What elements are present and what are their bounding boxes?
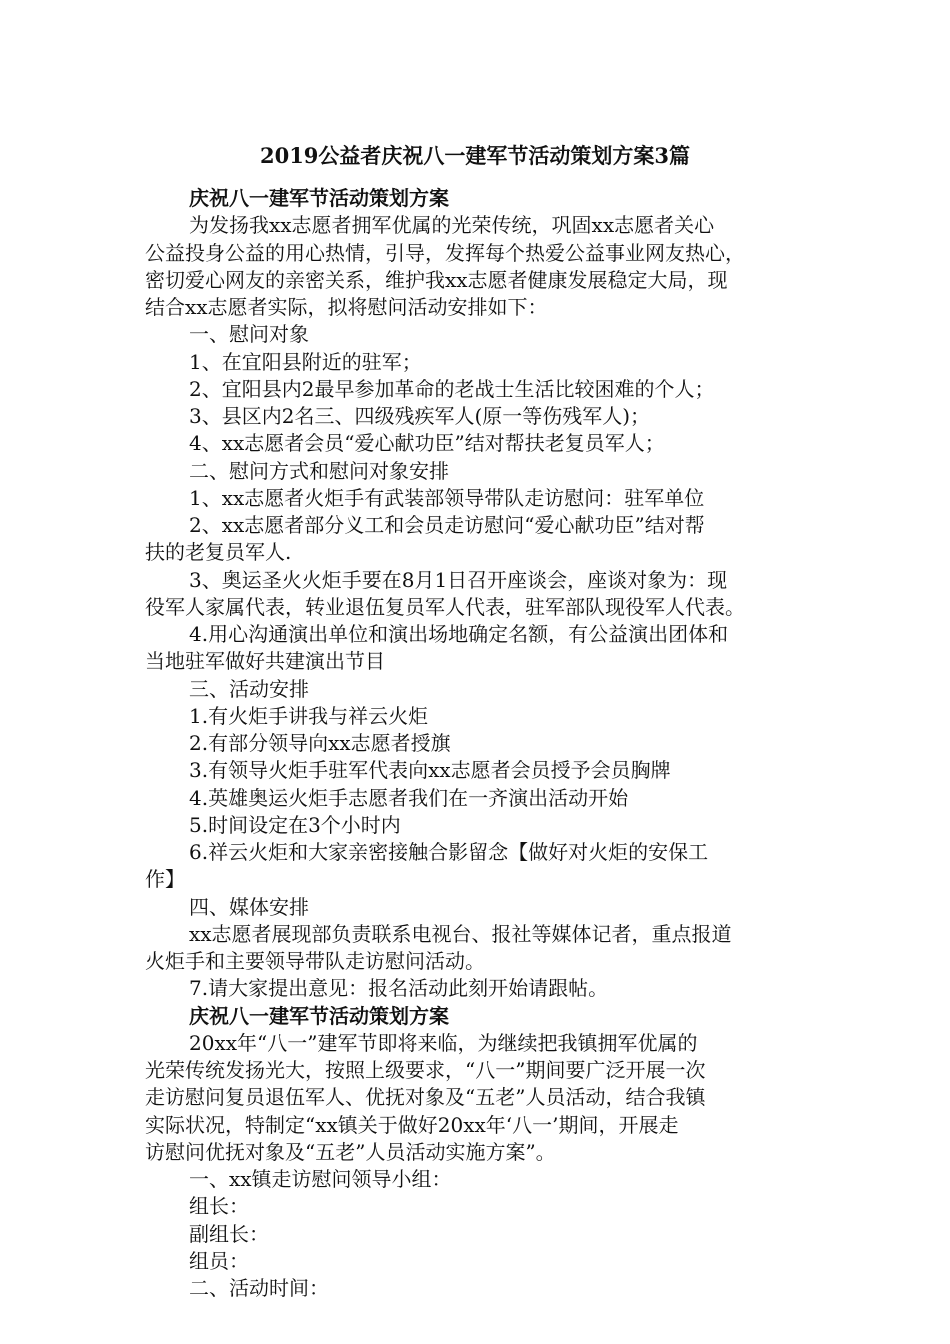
document-title: 2019公益者庆祝八一建军节活动策划方案3篇: [259, 143, 691, 168]
paragraph-line: 6.祥云火炬和大家亲密接触合影留念【做好对火炬的安保工: [189, 840, 709, 864]
paragraph-line: 4.英雄奥运火炬手志愿者我们在一齐演出活动开始: [189, 785, 629, 810]
document-body: [145, 185, 810, 1302]
paragraph-line: 组长：: [189, 1194, 249, 1219]
paragraph-line: 1、xx志愿者火炬手有武装部领导带队走访慰问：驻军单位: [189, 485, 705, 510]
paragraph-line: 走访慰问复员退伍军人、优抚对象及“五老”人员活动，结合我镇: [145, 1085, 706, 1110]
paragraph-line: 公益投身公益的用心热情，引导，发挥每个热爱公益事业网友热心，: [145, 240, 745, 265]
paragraph-line: 作】: [145, 867, 185, 892]
paragraph-line: 一、慰问对象: [189, 322, 309, 347]
paragraph-line: 二、活动时间：: [189, 1276, 329, 1300]
paragraph-line: 密切爱心网友的亲密关系，维护我xx志愿者健康发展稳定大局，现: [145, 267, 728, 292]
paragraph-line: 役军人家属代表，转业退伍复员军人代表，驻军部队现役军人代表。: [145, 594, 745, 619]
paragraph-line: 光荣传统发扬光大，按照上级要求，“八一”期间要广泛开展一次: [145, 1058, 706, 1082]
paragraph-line: 2.有部分领导向xx志愿者授旗: [189, 731, 451, 755]
section-heading: 庆祝八一建军节活动策划方案: [189, 186, 449, 210]
paragraph-line: 四、媒体安排: [189, 894, 309, 919]
paragraph-line: xx志愿者展现部负责联系电视台、报社等媒体记者，重点报道: [189, 921, 732, 946]
paragraph-line: 2、宜阳县内2最早参加革命的老战士生活比较困难的个人；: [189, 376, 715, 401]
paragraph-line: 20xx年“八一”建军节即将来临，为继续把我镇拥军优属的: [189, 1030, 698, 1055]
paragraph-line: 4.用心沟通演出单位和演出场地确定名额，有公益演出团体和: [189, 622, 729, 646]
paragraph-line: 5.时间设定在3个小时内: [189, 812, 401, 837]
paragraph-line: 3、县区内2名三、四级残疾军人(原一等伤残军人)；: [189, 404, 651, 428]
paragraph-line: 结合xx志愿者实际，拟将慰问活动安排如下：: [145, 295, 548, 319]
paragraph-line: 二、慰问方式和慰问对象安排: [189, 458, 449, 483]
paragraph-line: 实际状况，特制定“xx镇关于做好20xx年‘八一’期间，开展走: [145, 1112, 679, 1137]
paragraph-line: 三、活动安排: [189, 676, 309, 701]
paragraph-line: 2、xx志愿者部分义工和会员走访慰问“爱心献功臣”结对帮: [189, 513, 705, 537]
section-heading: 庆祝八一建军节活动策划方案: [189, 1003, 449, 1028]
paragraph-line: 3.有领导火炬手驻军代表向xx志愿者会员授予会员胸牌: [189, 758, 671, 783]
paragraph-line: 7.请大家提出意见：报名活动此刻开始请跟帖。: [189, 976, 609, 1001]
paragraph-line: 当地驻军做好共建演出节目: [145, 649, 385, 674]
paragraph-line: 扶的老复员军人.: [145, 540, 292, 565]
paragraph-line: 火炬手和主要领导带队走访慰问活动。: [145, 949, 485, 973]
paragraph-line: 1、在宜阳县附近的驻军；: [189, 349, 422, 374]
paragraph-line: 副组长：: [189, 1221, 269, 1246]
paragraph-line: 组员：: [189, 1248, 249, 1273]
paragraph-line: 访慰问优抚对象及“五老”人员活动实施方案”。: [145, 1139, 556, 1164]
paragraph-line: 3、奥运圣火火炬手要在8月1日召开座谈会，座谈对象为：现: [189, 567, 728, 592]
paragraph-line: 为发扬我xx志愿者拥军优属的光荣传统，巩固xx志愿者关心: [189, 213, 715, 238]
paragraph-line: 1.有火炬手讲我与祥云火炬: [189, 703, 429, 728]
paragraph-line: 4、xx志愿者会员“爱心献功臣”结对帮扶老复员军人；: [189, 431, 665, 456]
paragraph-line: 一、xx镇走访慰问领导小组：: [189, 1167, 452, 1191]
